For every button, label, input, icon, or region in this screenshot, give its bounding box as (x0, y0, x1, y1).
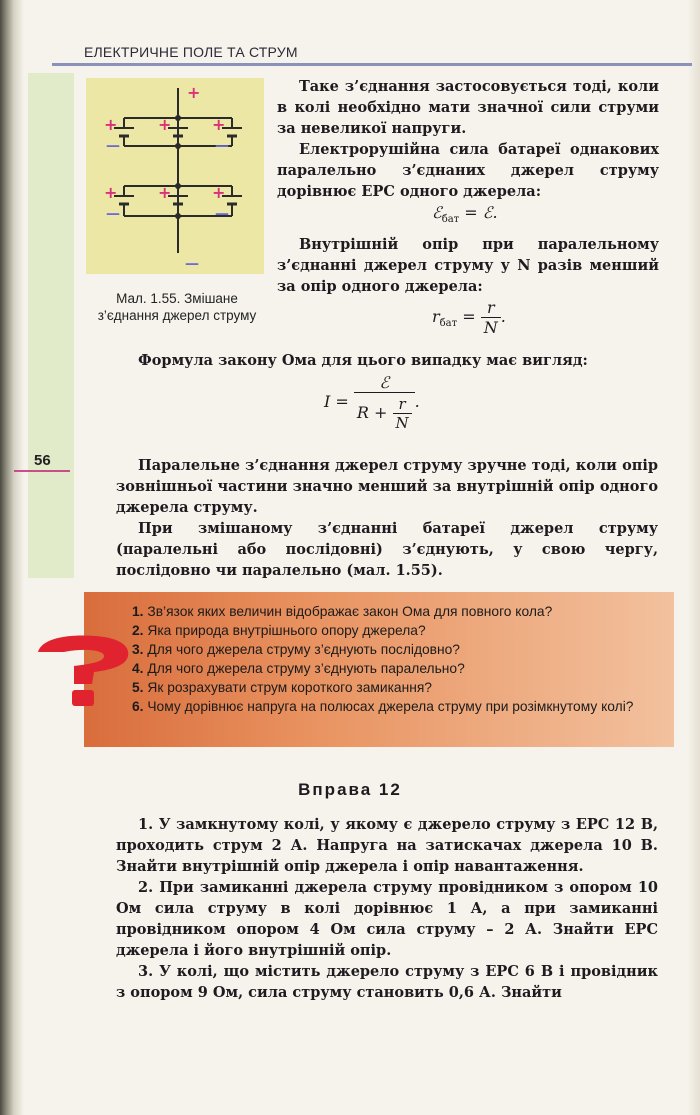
margin-strip (28, 73, 74, 578)
minus-sign: — (106, 138, 120, 154)
plus-sign: + (212, 183, 226, 202)
exercise-task: 2. При замиканні джерела струму провідником з опором 10 Ом сила струму в колі дорівнює 1 А, а при замиканні провідником опором 4 Ом сила струму – 2 А. Знайти ЕРС джерела і його внутрішній опір. (116, 879, 658, 959)
page-number: 56 (34, 452, 51, 469)
formula-internal-resistance: $r_{бат}$ = $\frac{r}{N}$ . (432, 298, 506, 337)
page-right-edge (688, 0, 700, 1115)
minus-sign: — (215, 138, 229, 154)
paragraph: При змішаному з’єднанні батареї джерел струму (паралельні або послідовні) з’єднують, у свою чергу, послідовно чи паралельно (мал. 1.55). (116, 520, 658, 579)
plus-sign: + (158, 115, 172, 134)
formula-ohm-law: I = ℰ R + $\frac{r}{N}$ . (324, 373, 420, 432)
minus-sign: — (106, 206, 120, 222)
plus-sign: + (187, 83, 201, 102)
formula-emf-battery: ℰ$_{бат}$ = ℰ. (432, 203, 498, 226)
page-binding-edge (0, 0, 24, 1115)
right-column (277, 76, 659, 202)
paragraph: Формула закону Ома для цього випадку має вигляд: (138, 352, 588, 369)
fraction: ℰ R + $\frac{r}{N}$ (354, 373, 415, 432)
plus-sign: + (158, 183, 172, 202)
list-item: 2. Яка природа внутрішнього опору джерела? (132, 623, 426, 638)
minus-sign: — (185, 256, 199, 272)
plus-sign: + (104, 115, 118, 134)
right-column-continued (277, 234, 659, 297)
minus-sign: — (215, 206, 229, 222)
page-number-marker (14, 470, 70, 472)
header-rule (52, 63, 692, 66)
list-item: 4. Для чого джерела струму з’єднують паралельно? (132, 661, 465, 676)
plus-sign: + (212, 115, 226, 134)
circuit-diagram (86, 78, 264, 274)
exercise-task: 1. У замкнутому колі, у якому є джерело струму з ЕРС 12 В, проходить струм 2 А. Напруга на затискачах джерела 10 В. Знайти внутрішній опір джерела і опір навантаження. (116, 816, 658, 875)
question-mark-icon (34, 632, 134, 714)
fraction: $\frac{r}{N}$ (481, 298, 501, 337)
plus-sign: + (104, 183, 118, 202)
exercise-task: 3. У колі, що містить джерело струму з ЕРС 6 В і провідник з опором 9 Ом, сила струму становить 0,6 А. Знайти (116, 963, 658, 1001)
exercise-tasks (116, 814, 658, 1003)
paragraph: Таке з’єднання застосовується тоді, коли в колі необхідно мати значної сили струми за невеликої напруги. (277, 78, 659, 137)
exercise-title: Вправа 12 (298, 780, 402, 799)
ohm-law-intro-block (116, 350, 658, 371)
list-item: 3. Для чого джерела струму з’єднують послідовно? (132, 642, 460, 657)
list-item: 5. Як розрахувати струм короткого замикання? (132, 680, 432, 695)
main-text-block (116, 455, 658, 581)
paragraph: Електрорушійна сила батареї однакових паралельно з’єднаних джерел струму дорівнює ЕРС одного джерела: (277, 141, 659, 200)
figure-mixed-connection (86, 78, 264, 274)
list-item: 6. Чому дорівнює напруга на полюсах джерела струму при розімкнутому колі? (132, 699, 634, 714)
paragraph: Паралельне з’єднання джерел струму зручне тоді, коли опір зовнішньої частини значно менший за внутрішній опір одного джерела струму. (116, 457, 658, 516)
list-item: 1. Зв’язок яких величин відображає закон Ома для повного кола? (132, 604, 553, 619)
paragraph: Внутрішній опір при паралельному з’єднанні джерел струму у N разів менший за опір одного джерела: (277, 236, 659, 295)
figure-caption: Мал. 1.55. Змішане з’єднання джерел струму (97, 291, 257, 323)
review-questions-list (132, 602, 652, 716)
running-header: ЕЛЕКТРИЧНЕ ПОЛЕ ТА СТРУМ (84, 44, 298, 60)
